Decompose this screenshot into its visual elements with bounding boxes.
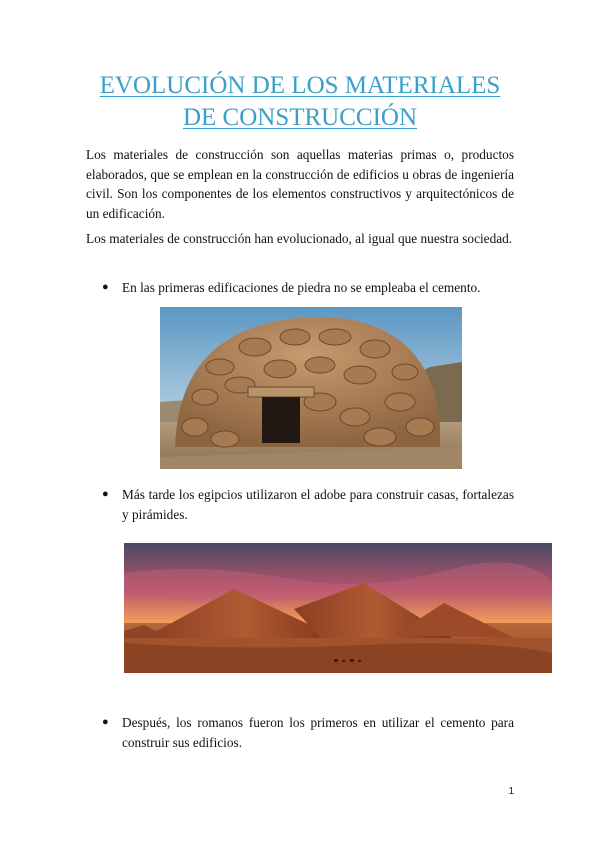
evolution-paragraph: Los materiales de construcción han evolucionado, al igual que nuestra sociedad. [86, 231, 513, 246]
bullet-icon: ● [102, 488, 109, 500]
page-number: 1 [508, 786, 514, 797]
bullet-icon: ● [102, 716, 109, 728]
stone-hut-photo [160, 307, 462, 469]
title-line-2: DE CONSTRUCCIÓN [182, 104, 418, 131]
title-line-1: EVOLUCIÓN DE LOS MATERIALES [99, 72, 501, 99]
list-item [104, 485, 514, 524]
pyramids-sunset-photo [124, 543, 552, 673]
bullet-icon: ● [102, 281, 109, 293]
intro-paragraph: Los materiales de construcción son aquellas materias primas o, productos elaborados, que se emplean en la construcción de edificios u obras de ingeniería civil. Son los componentes de los elementos constructivos y arquitectónicos de un edificación. [86, 147, 514, 221]
list-item-text: En las primeras edificaciones de piedra no se empleaba el cemento. [122, 280, 481, 295]
list-item [104, 713, 514, 752]
list-item-text: Más tarde los egipcios utilizaron el adobe para construir casas, fortalezas y pirámides. [122, 487, 514, 522]
page-title [60, 70, 540, 134]
list-item-text: Después, los romanos fueron los primeros en utilizar el cemento para construir sus edificios. [122, 715, 514, 750]
list-item [104, 278, 514, 298]
